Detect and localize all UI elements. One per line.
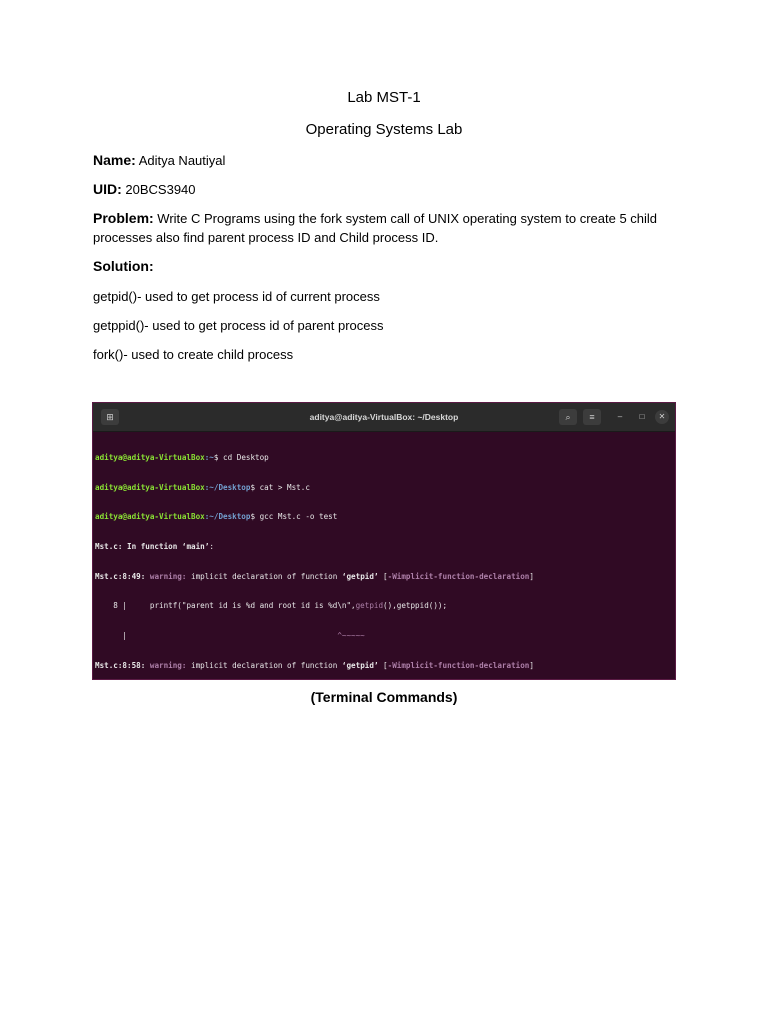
minimize-icon[interactable]: – [617, 412, 623, 421]
search-icon[interactable]: ⌕ [559, 409, 577, 425]
problem-label: Problem: [93, 210, 154, 226]
hamburger-menu-icon[interactable]: ≡ [583, 409, 601, 425]
uid-label: UID: [93, 181, 122, 197]
document-subtitle: Operating Systems Lab [305, 121, 463, 138]
terminal-line: aditya@aditya-VirtualBox:~/Desktop$ gcc Mst.c -o test [95, 512, 338, 522]
uid-line [93, 180, 683, 199]
terminal-line: aditya@aditya-VirtualBox:~$ cd Desktop [95, 452, 269, 462]
maximize-icon[interactable]: □ [639, 412, 645, 421]
terminal-line: aditya@aditya-VirtualBox:~/Desktop$ cat > Mst.c [95, 482, 310, 492]
terminal-line: Mst.c:8:49: warning: implicit declaration of function ‘getpid’ [-Wimplicit-function-declaration] [95, 571, 534, 581]
name-value: Aditya Nautiyal [135, 153, 226, 168]
solution-heading [93, 257, 683, 276]
close-icon[interactable]: ✕ [655, 410, 669, 424]
terminal-output [95, 433, 673, 679]
terminal-window-title: aditya@aditya-VirtualBox: ~/Desktop [309, 412, 459, 422]
note-fork: fork()- used to create child process [93, 347, 294, 362]
note-getpid: getpid()- used to get process id of current process [93, 289, 380, 304]
student-name-line [93, 151, 683, 170]
problem-statement [93, 209, 683, 247]
new-tab-icon[interactable]: ⊞ [101, 409, 119, 425]
terminal-line: 8 | printf("parent id is %d and root id is %d\n",getpid(),getppid()); [95, 601, 448, 611]
terminal-line: Mst.c:8:58: warning: implicit declaration of function ‘getpid’ [-Wimplicit-function-declaration] [95, 660, 534, 670]
document-title: Lab MST-1 [347, 89, 421, 106]
name-label: Name: [93, 152, 136, 168]
uid-value: 20BCS3940 [121, 182, 196, 197]
problem-text: Write C Programs using the fork system call of UNIX operating system to create 5 child processes also find parent process ID and Child process ID. [93, 211, 658, 245]
terminal-line: Mst.c: In function ‘main’: [95, 541, 214, 551]
terminal-line: | ^~~~~~ [95, 631, 365, 641]
solution-label: Solution: [93, 258, 154, 274]
terminal-titlebar [93, 403, 675, 432]
note-getppid: getppid()- used to get process id of parent process [93, 318, 384, 333]
figure-caption: (Terminal Commands) [310, 689, 458, 705]
terminal-screenshot [93, 403, 675, 679]
